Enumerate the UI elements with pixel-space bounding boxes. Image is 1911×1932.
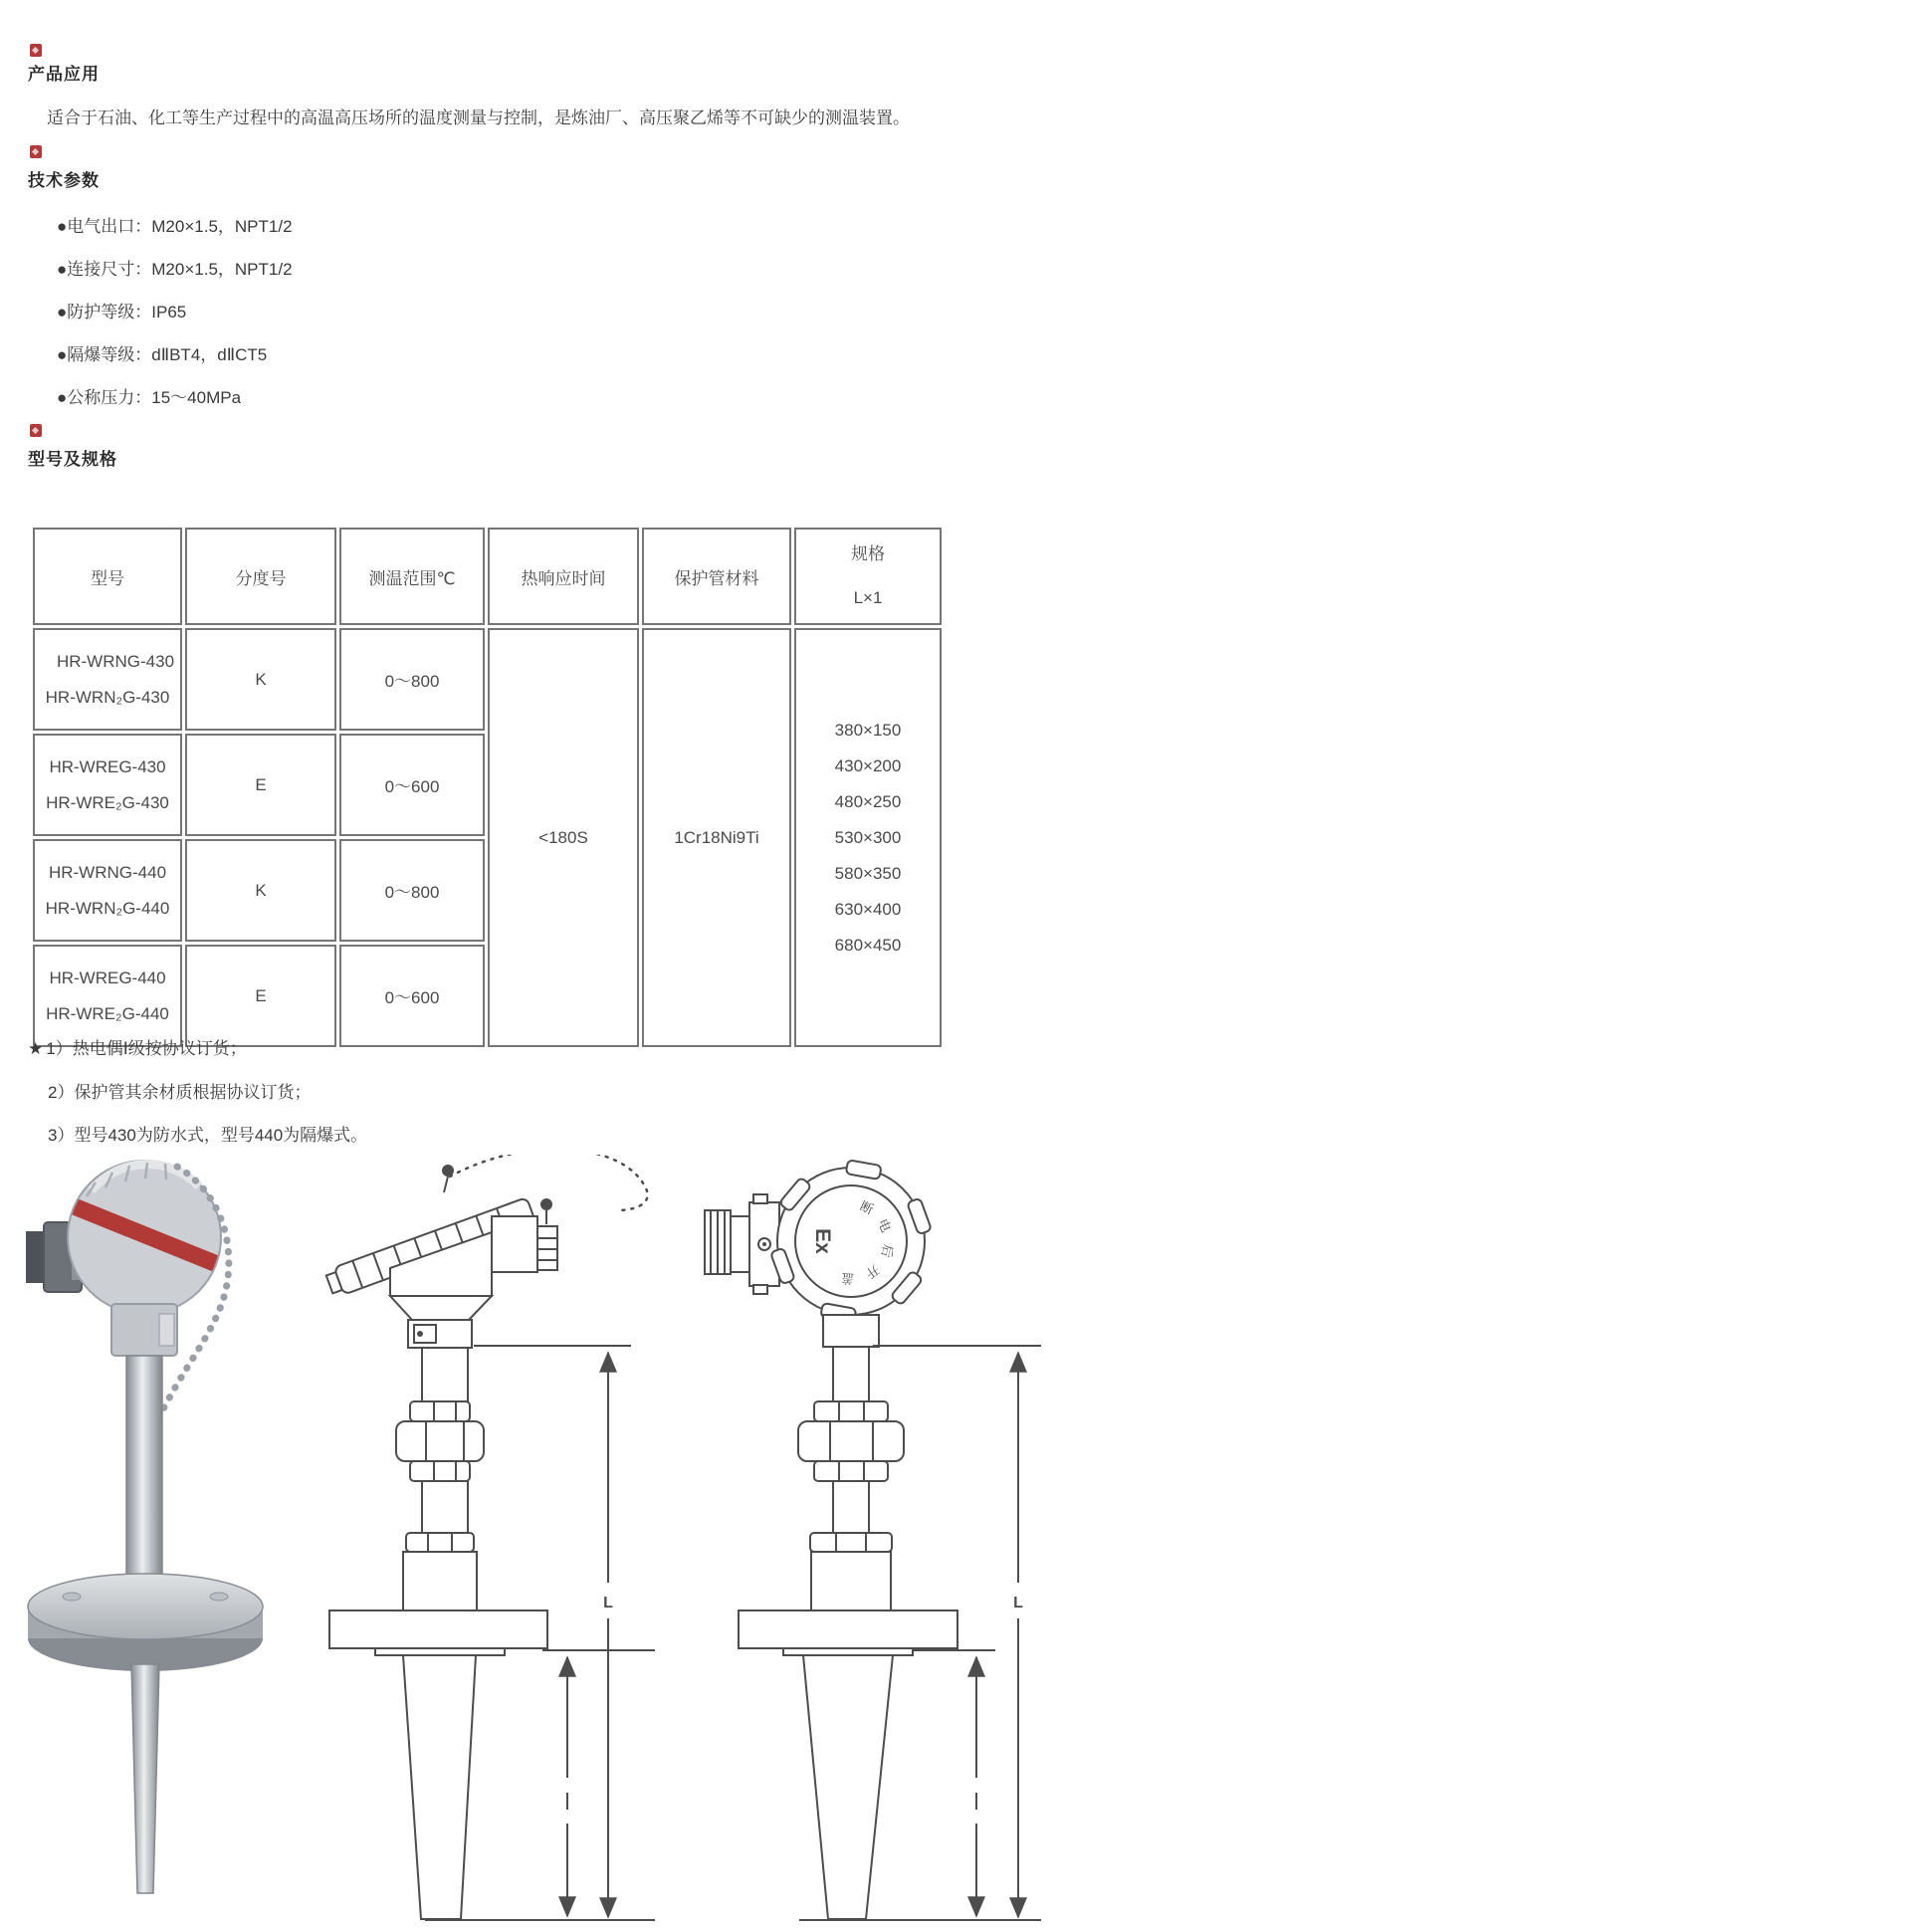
photo-bolt-hole <box>63 1593 81 1601</box>
model-cell <box>33 945 182 1047</box>
union-nut-top <box>410 1401 470 1421</box>
spec-size: 630×400 <box>834 899 902 919</box>
flange-lip <box>783 1648 913 1655</box>
model-name: HR-WRN₂G-430 <box>45 687 170 707</box>
table-header-row <box>33 528 942 625</box>
svg-text:电: 电 <box>874 1216 895 1235</box>
col-header-tube: 保护管材料 <box>642 528 791 625</box>
section-marker-icon <box>30 424 42 437</box>
spec-size: 530×300 <box>834 827 902 847</box>
union-nut-main <box>396 1421 484 1461</box>
ex-mark: Ex <box>811 1228 834 1254</box>
tapered-probe <box>803 1655 893 1919</box>
tech-param-item: ●连接尺寸：M20×1.5，NPT1/2 <box>57 260 293 279</box>
model-cell <box>33 734 182 836</box>
cap-screw-stem <box>444 1177 448 1192</box>
col-header-spec-line2: L×1 <box>853 588 883 607</box>
drawing-waterproof-430 <box>324 1155 655 1920</box>
col-header-spec <box>794 528 942 625</box>
table-row <box>33 628 942 731</box>
union-nut-bottom <box>410 1461 470 1481</box>
lower-stem <box>422 1481 468 1533</box>
photo-bolt-hole <box>210 1593 228 1601</box>
model-name: HR-WRE₂G-430 <box>46 792 169 812</box>
tech-param-item: ●隔爆等级：dⅡBT4，dⅡCT5 <box>57 345 268 364</box>
dim-label-L: L <box>603 1595 613 1611</box>
entry-screw <box>540 1198 552 1210</box>
range-cell: 0～800 <box>339 839 485 942</box>
index-cell: K <box>185 628 336 731</box>
model-name: HR-WREG-430 <box>49 756 166 776</box>
lower-stem <box>833 1481 869 1533</box>
photo-flange-top <box>28 1574 263 1639</box>
model-cell <box>33 839 182 942</box>
models-specs-title: 型号及规格 <box>28 450 117 469</box>
flange-neck <box>403 1552 477 1611</box>
spec-size: 430×200 <box>834 755 902 775</box>
note-line-3: 3）型号430为防水式，型号440为隔爆式。 <box>48 1126 368 1145</box>
spec-size: 480×250 <box>834 791 902 811</box>
photo-thermocouple <box>26 1161 263 1893</box>
tech-param-item: ●防护等级：IP65 <box>57 303 187 322</box>
col-header-spec-line1: 规格 <box>851 544 885 563</box>
flange-hex <box>810 1533 892 1552</box>
bracket-bolt-bottom <box>753 1285 767 1294</box>
range-cell: 0～800 <box>339 628 485 731</box>
tech-params-list <box>57 205 293 419</box>
spec-sizes-cell <box>794 628 942 1047</box>
svg-text:盖: 盖 <box>840 1270 856 1287</box>
range-cell: 0～600 <box>339 945 485 1047</box>
photo-label-plate <box>159 1314 174 1346</box>
upper-stem <box>833 1347 869 1401</box>
tapered-probe <box>403 1655 476 1919</box>
upper-stem <box>422 1348 468 1401</box>
svg-text:开: 开 <box>863 1261 883 1282</box>
spec-size: 680×450 <box>834 935 902 955</box>
cap-screw <box>442 1165 454 1177</box>
col-header-model: 型号 <box>33 528 182 625</box>
bracket-bolt-top <box>753 1194 767 1203</box>
flange-lip <box>375 1648 505 1655</box>
spec-size: 580×350 <box>834 863 902 883</box>
product-application-title: 产品应用 <box>28 65 100 84</box>
index-cell: E <box>185 734 336 836</box>
note-line-1 <box>28 1037 247 1061</box>
col-header-index: 分度号 <box>185 528 336 625</box>
flange <box>329 1610 547 1648</box>
model-name: HR-WRNG-430 <box>56 651 175 671</box>
side-entry <box>492 1216 537 1272</box>
tech-param-item: ●公称压力：15～40MPa <box>57 388 242 407</box>
star-icon: ★ <box>28 1039 44 1058</box>
spec-size: 380×150 <box>834 720 902 740</box>
product-application-body: 适合于石油、化工等生产过程中的高温高压场所的温度测量与控制，是炼油厂、高压聚乙烯等不可缺少的测温装置。 <box>47 108 910 127</box>
response-time-cell: <180S <box>488 628 639 1047</box>
union-nut-main <box>798 1421 904 1461</box>
svg-text:断: 断 <box>857 1197 876 1218</box>
note-text: 1）热电偶Ⅰ级按协议订货； <box>46 1039 247 1058</box>
model-cell <box>33 628 182 731</box>
note-line-2: 2）保护管其余材质根据协议订货； <box>48 1083 312 1102</box>
drawing-explosionproof-440 <box>705 1160 1041 1920</box>
photo-stem <box>126 1356 162 1605</box>
flange <box>739 1610 957 1648</box>
head-neck <box>390 1296 492 1320</box>
model-name: HR-WRE₂G-440 <box>46 1003 169 1023</box>
index-cell: E <box>185 945 336 1047</box>
flange-neck <box>811 1552 891 1611</box>
section-marker-icon <box>30 44 42 57</box>
range-cell: 0～600 <box>339 734 485 836</box>
union-nut-top <box>814 1401 888 1421</box>
photo-probe <box>131 1664 159 1893</box>
tech-params-title: 技术参数 <box>28 171 100 190</box>
index-cell: K <box>185 839 336 942</box>
col-header-response: 热响应时间 <box>488 528 639 625</box>
section-marker-icon <box>30 145 42 158</box>
model-name: HR-WRN₂G-440 <box>45 898 170 918</box>
union-nut-bottom <box>814 1461 888 1481</box>
entry-plate <box>730 1216 749 1272</box>
flange-hex <box>406 1533 474 1552</box>
dim-label-L: L <box>1013 1595 1023 1611</box>
bracket-screw-dot <box>762 1242 766 1246</box>
product-drawings <box>0 1155 1095 1932</box>
tech-param-item: ●电气出口：M20×1.5，NPT1/2 <box>57 217 293 236</box>
model-name: HR-WRNG-440 <box>48 862 167 882</box>
junction-dot <box>417 1331 423 1337</box>
tube-material-cell: 1Cr18Ni9Ti <box>642 628 791 1047</box>
svg-text:后: 后 <box>878 1242 897 1260</box>
col-header-range: 测温范围℃ <box>339 528 485 625</box>
head-neck <box>823 1315 879 1347</box>
model-name: HR-WREG-440 <box>49 967 166 987</box>
models-spec-table <box>30 525 945 1050</box>
